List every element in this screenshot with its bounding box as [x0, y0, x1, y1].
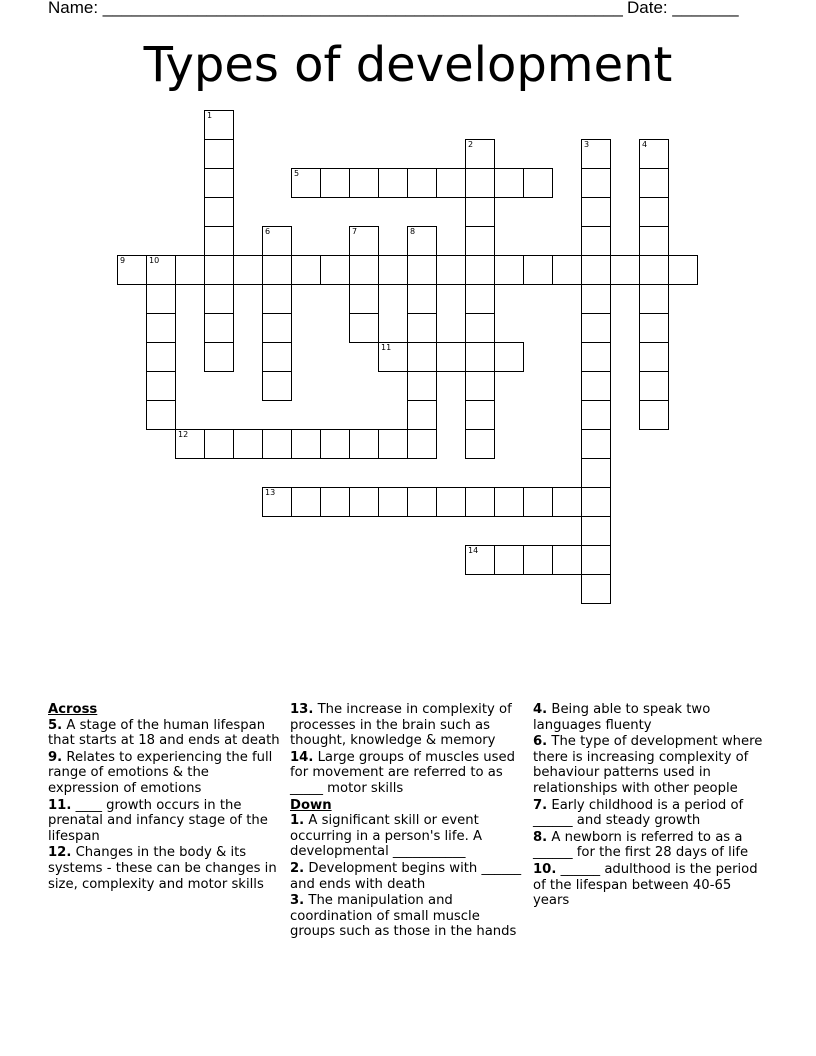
crossword-cell[interactable]: [146, 342, 176, 372]
clue-column-2: [290, 702, 526, 941]
crossword-cell[interactable]: [349, 226, 379, 256]
clue-item: [290, 750, 526, 797]
crossword-cell[interactable]: [581, 458, 611, 488]
crossword-cell[interactable]: [175, 429, 205, 459]
clue-number: 11: [381, 343, 392, 352]
crossword-cell[interactable]: [349, 313, 379, 343]
crossword-cell[interactable]: [581, 255, 611, 285]
crossword-cell[interactable]: [465, 255, 495, 285]
clue-item-number: 12.: [48, 845, 72, 861]
crossword-cell[interactable]: [262, 226, 292, 256]
clue-number: 12: [178, 430, 189, 439]
crossword-cell[interactable]: [494, 487, 524, 517]
clue-item-text: A newborn is referred to as a ______ for the first 28 days of life: [533, 829, 749, 861]
crossword-cell[interactable]: [407, 168, 437, 198]
crossword-cell[interactable]: [407, 487, 437, 517]
clue-item-text: Large groups of muscles used for movement are referred to as _____ motor skills: [290, 749, 516, 796]
clue-item: [290, 893, 526, 940]
crossword-cell[interactable]: [349, 429, 379, 459]
crossword-cell[interactable]: [262, 313, 292, 343]
crossword-cell[interactable]: [465, 284, 495, 314]
clue-item-number: 6.: [533, 734, 548, 750]
crossword-cell[interactable]: [204, 226, 234, 256]
clue-number: 5: [294, 169, 300, 178]
crossword-cell[interactable]: [291, 429, 321, 459]
crossword-cell[interactable]: [581, 139, 611, 169]
crossword-cell[interactable]: [146, 371, 176, 401]
crossword-cell[interactable]: [639, 371, 669, 401]
crossword-cell[interactable]: [407, 284, 437, 314]
crossword-cell[interactable]: [610, 255, 640, 285]
crossword-cell[interactable]: [349, 487, 379, 517]
crossword-cell[interactable]: [639, 197, 669, 227]
crossword-cell[interactable]: [465, 139, 495, 169]
crossword-cell[interactable]: [291, 168, 321, 198]
clue-item: [48, 750, 280, 797]
clue-item-number: 7.: [533, 797, 548, 813]
crossword-cell[interactable]: [262, 429, 292, 459]
clue-item-number: 2.: [290, 860, 305, 876]
crossword-cell[interactable]: [465, 487, 495, 517]
crossword-cell[interactable]: [639, 342, 669, 372]
date-field-label[interactable]: Date: _______: [627, 0, 739, 17]
crossword-cell[interactable]: [581, 284, 611, 314]
crossword-cell[interactable]: [407, 400, 437, 430]
crossword-cell[interactable]: [320, 255, 350, 285]
crossword-cell[interactable]: [378, 342, 408, 372]
crossword-cell[interactable]: [465, 313, 495, 343]
clue-number: 14: [468, 546, 479, 555]
clue-item: [48, 845, 280, 892]
crossword-cell[interactable]: [465, 197, 495, 227]
crossword-cell[interactable]: [146, 255, 176, 285]
clue-number: 13: [265, 488, 276, 497]
crossword-cell[interactable]: [639, 255, 669, 285]
crossword-cell[interactable]: [639, 284, 669, 314]
clue-number: 10: [149, 256, 160, 265]
clue-item-number: 10.: [533, 861, 557, 877]
clue-number: 2: [468, 140, 474, 149]
crossword-cell[interactable]: [320, 168, 350, 198]
crossword-cell[interactable]: [262, 255, 292, 285]
clue-item-number: 5.: [48, 717, 63, 733]
clue-item: [533, 830, 765, 861]
crossword-cell[interactable]: [581, 197, 611, 227]
clue-item: [290, 861, 526, 892]
clue-item-text: Development begins with ______ and ends with death: [290, 860, 522, 892]
clue-item: [533, 862, 765, 909]
crossword-cell[interactable]: [465, 342, 495, 372]
clue-number: 7: [352, 227, 358, 236]
crossword-cell[interactable]: [436, 342, 466, 372]
clue-item-number: 14.: [290, 749, 314, 765]
crossword-cell[interactable]: [204, 197, 234, 227]
clue-item: [533, 798, 765, 829]
crossword-cell[interactable]: [581, 400, 611, 430]
section-heading-across: Across: [48, 702, 98, 717]
crossword-cell[interactable]: [233, 429, 263, 459]
clue-item-text: The manipulation and coordination of small muscle groups such as those in the hands: [290, 893, 517, 940]
crossword-cell[interactable]: [146, 284, 176, 314]
crossword-cell[interactable]: [204, 342, 234, 372]
crossword-cell[interactable]: [378, 168, 408, 198]
clue-item-text: Changes in the body & its systems - these can be changes in size, complexity and motor skills: [48, 845, 277, 892]
crossword-cell[interactable]: [494, 545, 524, 575]
crossword-cell[interactable]: [262, 342, 292, 372]
clue-item-number: 3.: [290, 893, 305, 909]
crossword-cell[interactable]: [465, 371, 495, 401]
crossword-cell[interactable]: [407, 429, 437, 459]
clue-item: [290, 702, 526, 749]
clue-number: 6: [265, 227, 271, 236]
clue-item: [48, 798, 280, 845]
crossword-cell[interactable]: [639, 313, 669, 343]
clue-item-number: 11.: [48, 797, 72, 813]
crossword-cell[interactable]: [523, 255, 553, 285]
clue-item-number: 4.: [533, 702, 548, 717]
crossword-cell[interactable]: [146, 400, 176, 430]
crossword-cell[interactable]: [465, 400, 495, 430]
crossword-cell[interactable]: [262, 487, 292, 517]
clue-item: [290, 813, 526, 860]
crossword-cell[interactable]: [465, 168, 495, 198]
clue-item-text: ______ adulthood is the period of the lifespan between 40-65 years: [533, 861, 758, 909]
clue-column-1: [48, 702, 280, 893]
crossword-cell[interactable]: [407, 342, 437, 372]
clue-item-number: 13.: [290, 702, 314, 717]
clue-item-number: 1.: [290, 813, 305, 829]
crossword-cell[interactable]: [233, 255, 263, 285]
crossword-cell[interactable]: [668, 255, 698, 285]
clue-number: 9: [120, 256, 126, 265]
crossword-cell[interactable]: [494, 168, 524, 198]
clue-item-text: The increase in complexity of processes in the brain such as thought, knowledge & memory: [290, 702, 512, 749]
clue-item-number: 9.: [48, 749, 63, 765]
crossword-cell[interactable]: [291, 487, 321, 517]
name-field-label[interactable]: Name: _______________________________________________________: [48, 0, 623, 17]
crossword-cell[interactable]: [436, 168, 466, 198]
clue-item-text: Being able to speak two languages fluenty: [533, 702, 711, 733]
crossword-cell[interactable]: [581, 487, 611, 517]
crossword-cell[interactable]: [523, 545, 553, 575]
crossword-cell[interactable]: [465, 429, 495, 459]
crossword-cell[interactable]: [552, 545, 582, 575]
crossword-cell[interactable]: [552, 255, 582, 285]
crossword-cell[interactable]: [581, 516, 611, 546]
crossword-cell[interactable]: [581, 429, 611, 459]
crossword-cell[interactable]: [523, 168, 553, 198]
crossword-cell[interactable]: [378, 429, 408, 459]
crossword-cell[interactable]: [204, 255, 234, 285]
clue-item-text: ____ growth occurs in the prenatal and infancy stage of the lifespan: [48, 797, 268, 844]
crossword-cell[interactable]: [407, 371, 437, 401]
crossword-cell[interactable]: [436, 487, 466, 517]
crossword-cell[interactable]: [320, 487, 350, 517]
crossword-cell[interactable]: [262, 371, 292, 401]
crossword-cell[interactable]: [581, 313, 611, 343]
clue-number: 3: [584, 140, 590, 149]
clue-item-number: 8.: [533, 829, 548, 845]
clue-number: 8: [410, 227, 416, 236]
crossword-cell[interactable]: [349, 168, 379, 198]
clue-item-text: A significant skill or event occurring in a person's life. A developmental ___________: [290, 813, 482, 860]
crossword-cell[interactable]: [494, 342, 524, 372]
clue-number: 1: [207, 111, 213, 120]
crossword-cell[interactable]: [378, 255, 408, 285]
crossword-cell[interactable]: [175, 255, 205, 285]
crossword-cell[interactable]: [581, 168, 611, 198]
crossword-cell[interactable]: [639, 226, 669, 256]
clue-number: 4: [642, 140, 648, 149]
crossword-cell[interactable]: [320, 429, 350, 459]
crossword-cell[interactable]: [639, 400, 669, 430]
crossword-cell[interactable]: [494, 255, 524, 285]
crossword-cell[interactable]: [204, 284, 234, 314]
crossword-cell[interactable]: [465, 226, 495, 256]
crossword-cell[interactable]: [291, 255, 321, 285]
clue-item: [533, 702, 765, 733]
crossword-cell[interactable]: [146, 313, 176, 343]
clue-item-text: A stage of the human lifespan that starts at 18 and ends at death: [48, 717, 280, 749]
crossword-cell[interactable]: [204, 110, 234, 140]
crossword-cell[interactable]: [581, 545, 611, 575]
crossword-cell[interactable]: [581, 226, 611, 256]
crossword-cell[interactable]: [349, 284, 379, 314]
section-heading-down: Down: [290, 797, 332, 813]
clue-item-text: Early childhood is a period of ______ and steady growth: [533, 797, 744, 829]
crossword-cell[interactable]: [581, 574, 611, 604]
crossword-cell[interactable]: [262, 284, 292, 314]
clue-item: [533, 734, 765, 796]
crossword-cell[interactable]: [349, 255, 379, 285]
clue-column-3: [533, 702, 765, 910]
crossword-cell[interactable]: [117, 255, 147, 285]
crossword-cell[interactable]: [639, 139, 669, 169]
page-title: Types of development: [143, 37, 673, 93]
crossword-cell[interactable]: [436, 255, 466, 285]
crossword-cell[interactable]: [407, 255, 437, 285]
crossword-cell[interactable]: [581, 342, 611, 372]
crossword-cell[interactable]: [204, 313, 234, 343]
crossword-cell[interactable]: [523, 487, 553, 517]
crossword-cell[interactable]: [407, 313, 437, 343]
clue-item-text: The type of development where there is increasing complexity of behaviour patterns used in relationships with other people: [533, 734, 763, 796]
crossword-cell[interactable]: [204, 168, 234, 198]
crossword-cell[interactable]: [204, 139, 234, 169]
clue-item-text: Relates to experiencing the full range of emotions & the expression of emotions: [48, 749, 273, 796]
crossword-cell[interactable]: [581, 371, 611, 401]
clue-item: [48, 718, 280, 749]
crossword-cell[interactable]: [639, 168, 669, 198]
crossword-cell[interactable]: [407, 226, 437, 256]
crossword-cell[interactable]: [552, 487, 582, 517]
crossword-cell[interactable]: [204, 429, 234, 459]
crossword-cell[interactable]: [465, 545, 495, 575]
crossword-cell[interactable]: [378, 487, 408, 517]
